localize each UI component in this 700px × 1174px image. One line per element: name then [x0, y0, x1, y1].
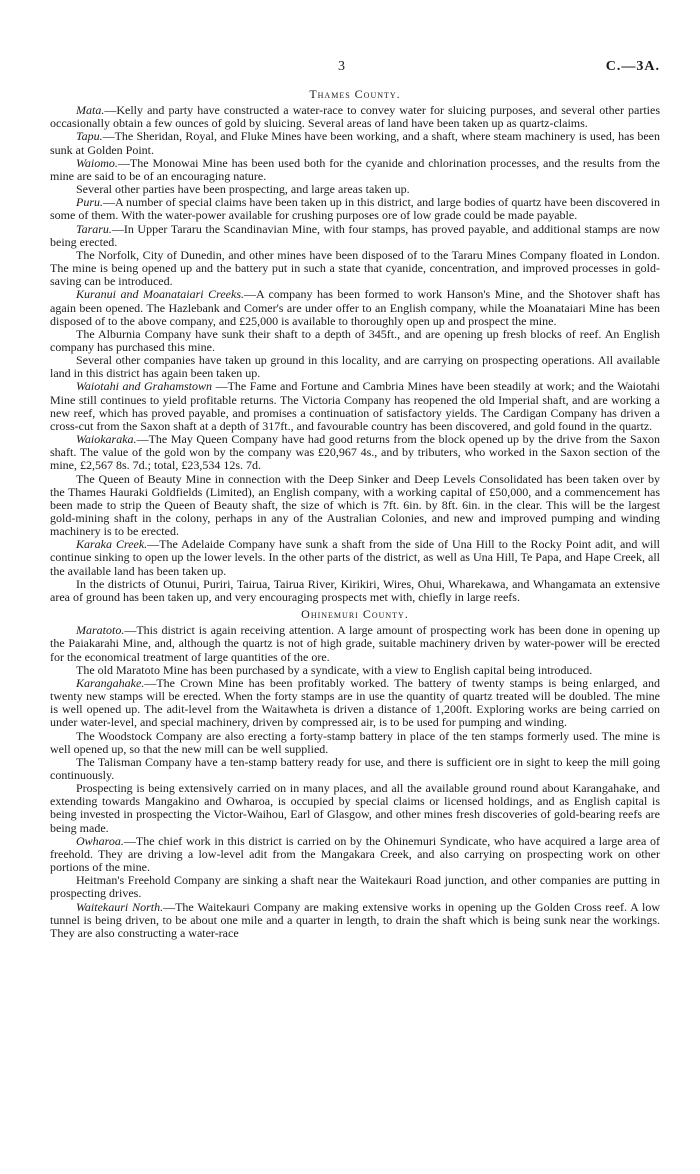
paragraph: [50, 328, 660, 354]
paragraph: [50, 756, 660, 782]
paragraph: [50, 380, 660, 433]
paragraph-text: —The Adelaide Company have sunk a shaft from the side of Una Hill to the Rocky Point adit, and will continue sinking to open up the lower levels. In the other parts of the district, as well as Una Hill, Te Papa, and Hape Creek, all the available land has been taken up.: [50, 537, 660, 578]
paragraph-text: Several other companies have taken up ground in this locality, and are carrying on prospecting operations. All available land in this district has again been taken up.: [50, 353, 660, 381]
paragraph: [50, 223, 660, 249]
district-name: Puru.: [76, 195, 103, 210]
paragraph: [50, 354, 660, 380]
district-name: Waitekauri North.: [76, 899, 164, 914]
paragraph-text: Several other parties have been prospecting, and large areas taken up.: [76, 182, 410, 197]
paragraph: [50, 901, 660, 940]
paragraph-text: —The Fame and Fortune and Cambria Mines have been steadily at work; and the Waiotahi Mine still continues to yield profitable returns. The Victoria Company has reopened the old Imperial shaft, and are working a new reef, which has proved payable, and promises a continuation of satisfactory yields. The Cardigan Company has driven a cross-cut from the Saxon shaft at a depth of 317ft., and favourable country has been discovered, and gold found in the quartz.: [50, 379, 660, 433]
district-name: Mata.: [76, 103, 105, 118]
paragraph-text: —Kelly and party have constructed a water-race to convey water for sluicing purposes, and several other parties occasionally obtain a few ounces of gold by sluicing. Several areas of land have been taken up as quartz-claims.: [50, 103, 660, 131]
district-name: Waiotahi and Grahamstown: [76, 379, 213, 394]
paragraph: [50, 578, 660, 604]
paragraph-text: Prospecting is being extensively carried on in many places, and all the available ground round about Karangahake, and extending towards Mangakino and Owharoa, is occupied by special claims or licensed holdings, and as English capital is being invested in prospecting the Victor-Waihou, Earl of Glasgow, and other mines fresh discoveries of gold-bearing reefs are being made.: [50, 781, 660, 835]
document-reference: C.—3A.: [605, 59, 660, 74]
district-name: Maratoto.: [76, 623, 125, 638]
paragraph-text: The Queen of Beauty Mine in connection with the Deep Sinker and Deep Levels Consolidated has been taken over by the Thames Hauraki Goldfields (Limited), an English company, with a working capital of £50,000, and a commencement has been made to strip the Queen of Beauty shaft, the size of which is 7ft. 6in. by 8ft. 6in. in the clear. This will be the largest gold-mining shaft in the colony, perhaps in any of the Australian Colonies, and new and improved pumping and winding machinery is to be erected.: [50, 471, 660, 539]
paragraph-text: The Talisman Company have a ten-stamp battery ready for use, and there is sufficient ore in sight to keep the mill going continuously.: [50, 754, 660, 782]
paragraph: [50, 433, 660, 472]
paragraph: [50, 538, 660, 577]
paragraph: [50, 730, 660, 756]
district-name: Karangahake.: [76, 675, 145, 690]
paragraph-text: The Alburnia Company have sunk their shaft to a depth of 345ft., and are opening up fresh blocks of reef. An English company has purchased this mine.: [50, 326, 660, 354]
district-name: Waiokaraka.: [76, 432, 137, 447]
paragraph: [50, 677, 660, 730]
paragraph: [50, 249, 660, 288]
district-name: Tararu.: [76, 221, 112, 236]
district-name: Waiomo.: [76, 155, 118, 170]
paragraph: [50, 835, 660, 874]
paragraph: [50, 782, 660, 835]
paragraph-text: —The Sheridan, Royal, and Fluke Mines have been working, and a shaft, where steam machinery is used, has been sunk at Golden Point.: [50, 129, 660, 157]
paragraph: [50, 157, 660, 183]
paragraph: [50, 473, 660, 539]
district-name: Kuranui and Moanataiari Creeks.: [76, 287, 244, 302]
paragraph: [50, 104, 660, 130]
paragraph-text: —In Upper Tararu the Scandinavian Mine, with four stamps, has proved payable, and additional stamps are now being erected.: [50, 221, 660, 249]
district-name: Owharoa.: [76, 833, 124, 848]
paragraph-text: —The Waitekauri Company are making extensive works in opening up the Golden Cross reef. A low tunnel is being driven, to be about one mile and a quarter in length, to drain the shaft which is being sunk near the workings. They are also constructing a water-race: [50, 899, 660, 940]
paragraph: [50, 288, 660, 327]
section-heading: Thames County.: [309, 87, 401, 101]
paragraph-text: The Woodstock Company are also erecting a forty-stamp battery in place of the ten stamps formerly used. The mine is well opened up, so that the new mill can be well supplied.: [50, 728, 660, 756]
section-heading: Ohinemuri County.: [301, 607, 409, 622]
report-body: [50, 88, 660, 940]
paragraph-text: —The chief work in this district is carried on by the Ohinemuri Syndicate, who have acquired a large area of freehold. They are driving a low-level adit from the Mangakara Creek, and also carrying on prospecting work on other portions of the mine.: [50, 833, 660, 875]
paragraph-text: —A company has been formed to work Hanson's Mine, and the Shotover shaft has again been opened. The Hazlebank and Comer's are under offer to an English company, while the Moanataiari Mine has been disposed of to the above company, and £25,000 is available to thoroughly open up and prospect the mine.: [50, 287, 660, 328]
paragraph: [50, 196, 660, 222]
paragraph-text: The old Maratoto Mine has been purchased by a syndicate, with a view to English capital being introduced.: [76, 662, 593, 677]
paragraph-text: The Norfolk, City of Dunedin, and other mines have been disposed of to the Tararu Mines Company floated in London. The mine is being opened up and the battery put in such a state that cyanide, concentration, and improved processes in gold-saving can be introduced.: [50, 247, 660, 289]
paragraph-text: —This district is again receiving attention. A large amount of prospecting work has been done in opening up the Paiakarahi Mine, and, although the quartz is not of high grade, suitable machinery driven by water-power will be erected for the economical treatment of large quantities of the ore.: [50, 623, 660, 664]
district-name: Tapu.: [76, 129, 103, 144]
paragraph: [50, 130, 660, 156]
paragraph-text: —A number of special claims have been taken up in this district, and large bodies of quartz have been discovered in some of them. With the water-power available for crushing purposes ore of low grade could be made payable.: [50, 195, 660, 223]
page-number: 3: [338, 59, 346, 74]
paragraph-text: —The May Queen Company have had good returns from the block opened up by the drive from the Saxon shaft. The value of the gold won by the company was £20,967 4s., and by tributers, who worked in the Saxon section of the mine, £2,567 8s. 7d.; total, £23,534 12s. 7d.: [50, 432, 660, 473]
paragraph-text: —The Monowai Mine has been used both for the cyanide and chlorination processes, and the results from the mine are said to be of an encouraging nature.: [50, 155, 660, 183]
paragraph-text: In the districts of Otunui, Puriri, Tairua, Tairua River, Kirikiri, Wires, Ohui, Wharekawa, and Whangamata an extensive area of ground has been taken up, and very encouraging prospects met with, chiefly in large reefs.: [50, 576, 660, 604]
paragraph-text: —The Crown Mine has been profitably worked. The battery of twenty stamps is being enlarged, and twenty new stamps will be erected. When the forty stamps are in use the quantity of quartz treated will be doubled. The mine is well opened up. The adit-level from the Waitawheta is driven a distance of 1,200ft. Exploring works are being carried on under water-level, and special machinery, driven by compressed air, is to be used for pumping and winding.: [50, 675, 660, 730]
paragraph-text: Heitman's Freehold Company are sinking a shaft near the Waitekauri Road junction, and other companies are putting in prospecting drives.: [50, 873, 660, 901]
district-name: Karaka Creek.: [76, 537, 148, 552]
paragraph: [50, 624, 660, 663]
paragraph: [50, 874, 660, 900]
